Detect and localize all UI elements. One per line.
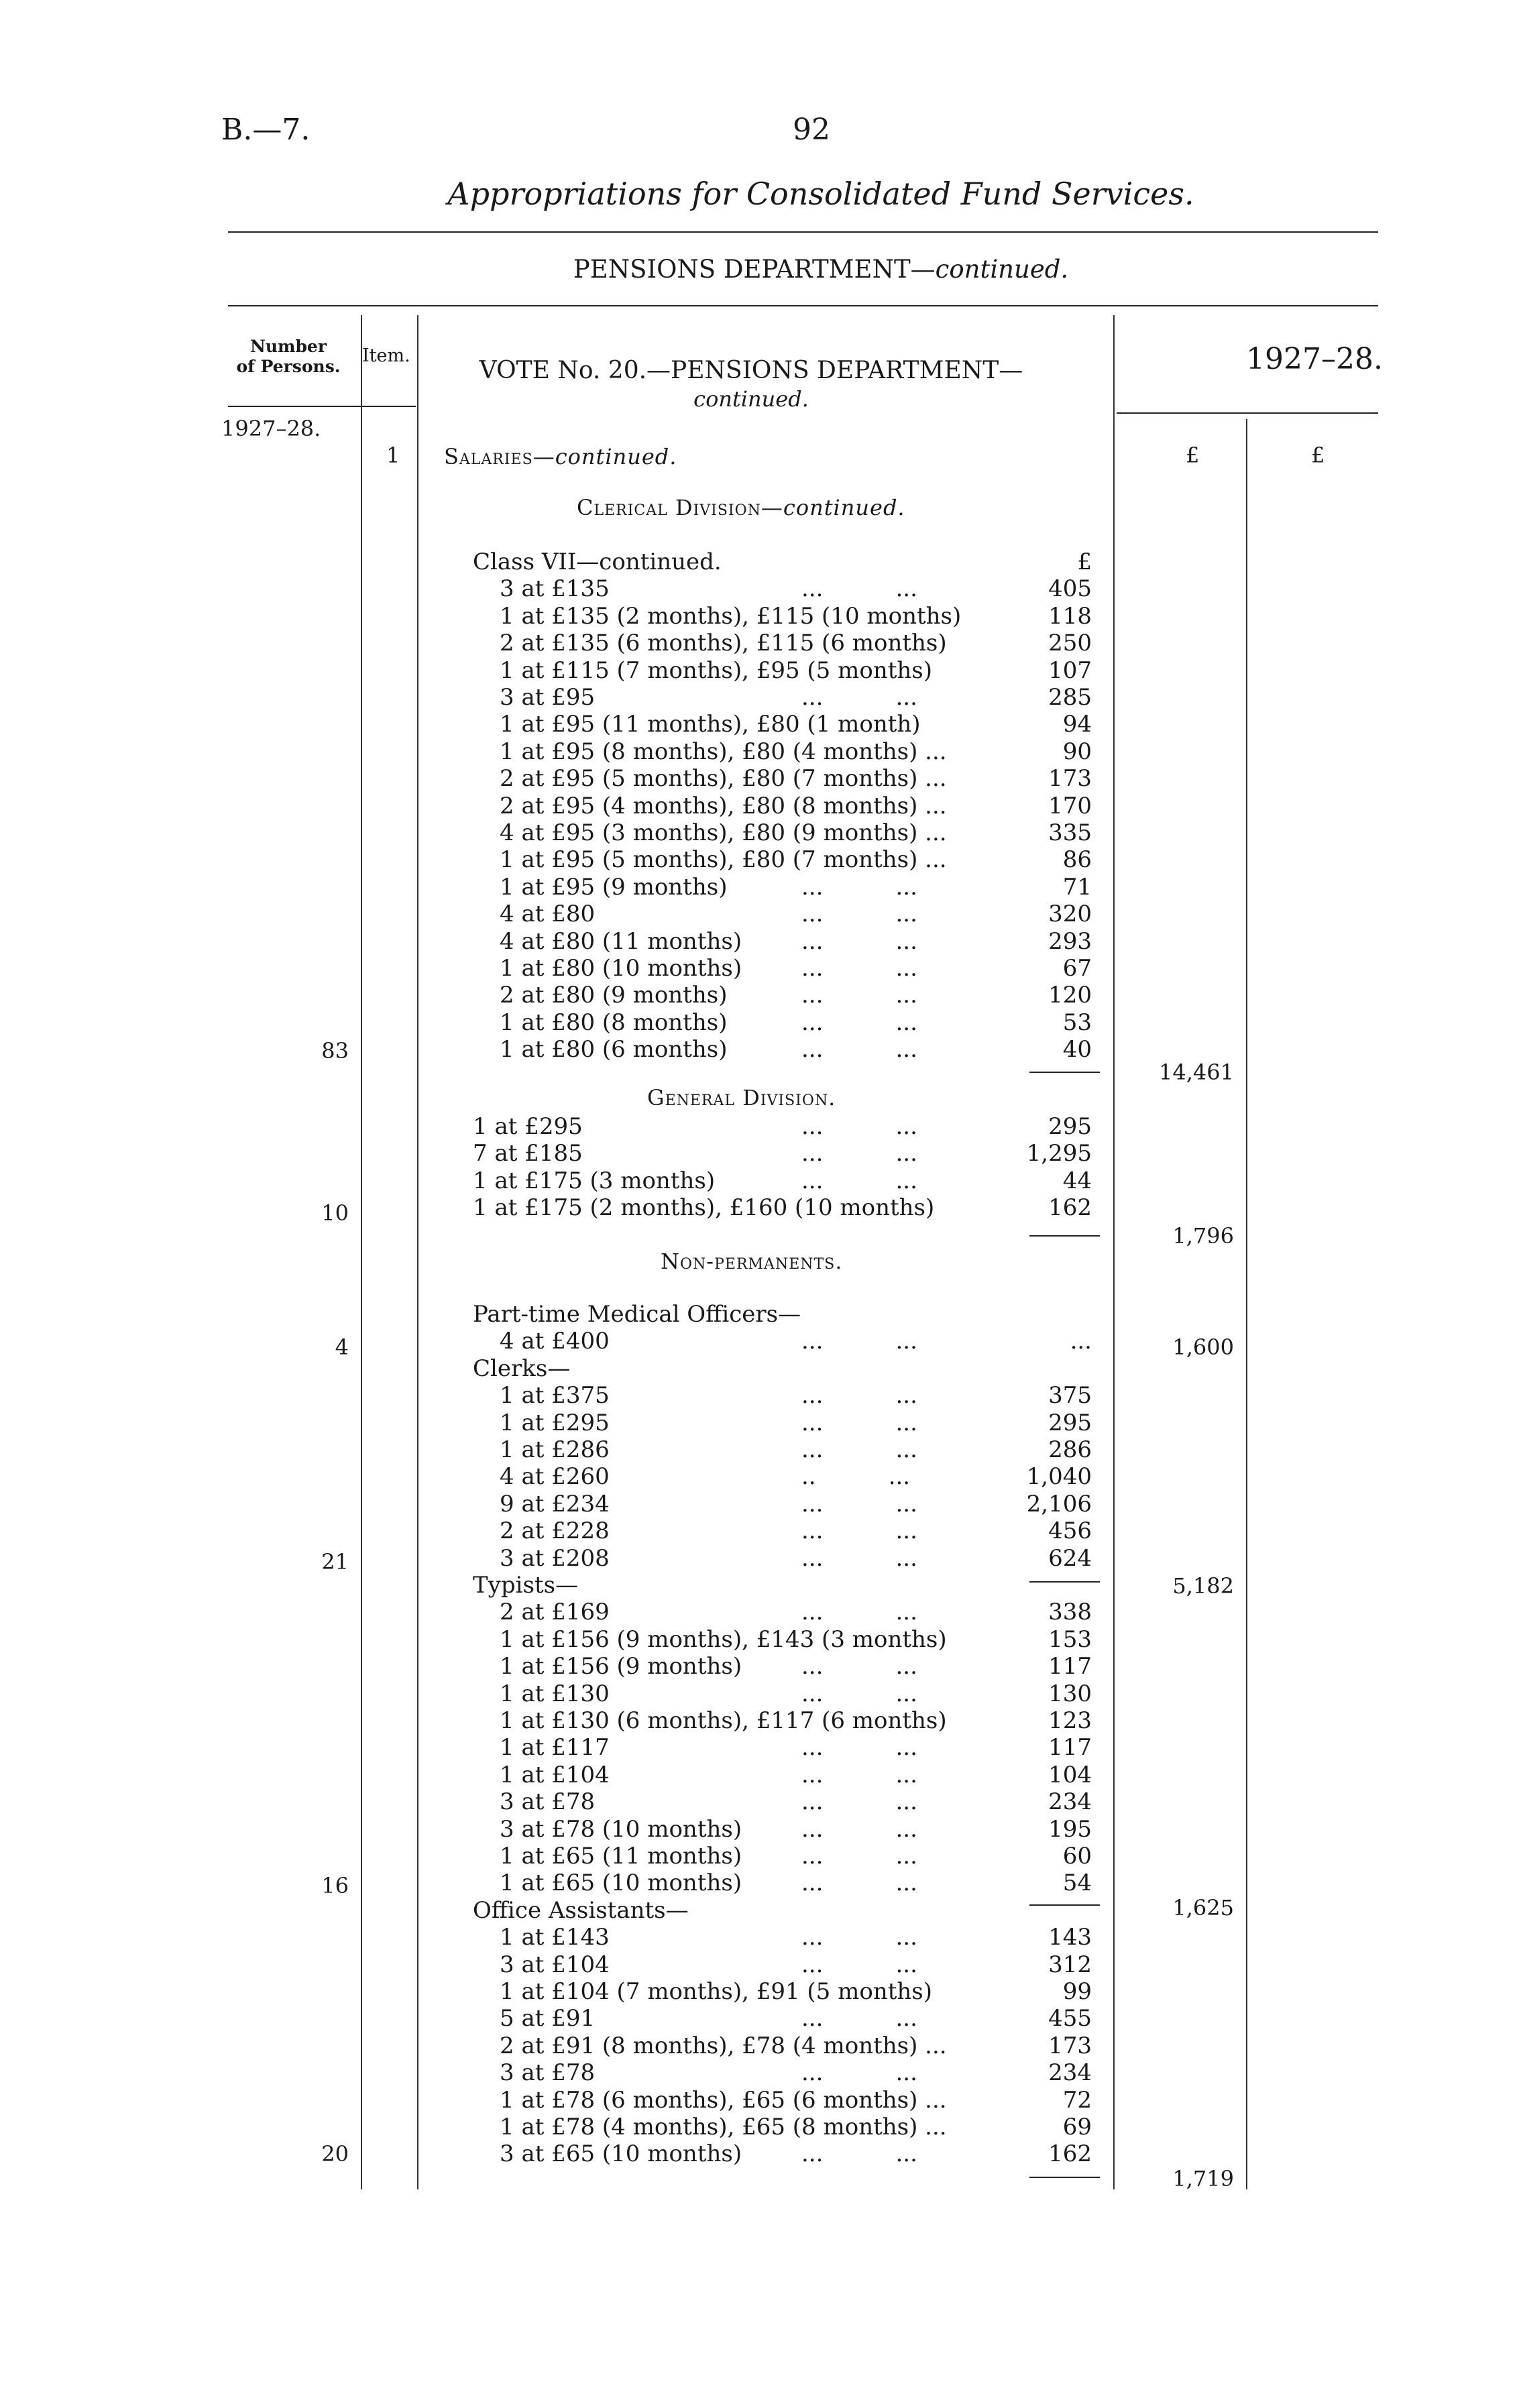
row-label: 1 at £95 (5 months), £80 (7 months) ...: [500, 846, 947, 874]
row-leader-dots: ... ...: [801, 1951, 917, 1978]
table-row: [0, 575, 1521, 602]
row-label: 3 at £208: [500, 1544, 610, 1572]
row-label: 1 at £95 (11 months), £80 (1 month): [500, 711, 921, 738]
total-medical: 1,600: [1172, 1334, 1234, 1360]
row-leader-dots: ... ...: [801, 1009, 917, 1036]
table-row: [0, 711, 1521, 738]
row-leader-dots: ... ...: [801, 982, 917, 1009]
row-amount: 153: [1048, 1625, 1092, 1653]
count-office-assistants: 20: [321, 2141, 349, 2167]
table-row: [0, 765, 1521, 792]
row-label: 1 at £78 (6 months), £65 (6 months) ...: [500, 2086, 947, 2114]
salaries-heading: [444, 444, 677, 469]
row-amount: 162: [1048, 2140, 1092, 2168]
row-label: 3 at £104: [500, 1951, 610, 1978]
row-amount: 130: [1048, 1680, 1092, 1707]
row-label: Clerks—: [473, 1355, 571, 1382]
row-label: Class VII—continued.: [473, 549, 722, 575]
row-leader-dots: ... ...: [801, 1788, 917, 1816]
row-label: 1 at £95 (9 months): [500, 873, 728, 901]
row-amount: 295: [1048, 1409, 1092, 1436]
row-amount: 94: [1062, 711, 1092, 738]
row-label: Office Assistants—: [473, 1896, 689, 1924]
table-row: [0, 819, 1521, 846]
row-amount: 456: [1048, 1517, 1092, 1545]
row-amount: 2,106: [1026, 1490, 1092, 1517]
row-amount: 123: [1048, 1707, 1092, 1734]
persons-year: 1927–28.: [221, 416, 321, 441]
row-amount: 1,295: [1026, 1140, 1092, 1167]
row-label: 1 at £143: [500, 1924, 610, 1951]
table-row: [0, 1653, 1521, 1680]
row-leader-dots: ... ...: [801, 1870, 917, 1897]
row-label: 1 at £104 (7 months), £91 (5 months): [500, 1978, 933, 2005]
total-general: 1,796: [1172, 1223, 1234, 1249]
row-leader-dots: ... ...: [801, 1924, 917, 1951]
table-row: [0, 1870, 1521, 1896]
table-row: [0, 901, 1521, 927]
row-amount: 173: [1048, 2032, 1092, 2059]
row-amount: 173: [1048, 765, 1092, 793]
row-amount: 60: [1062, 1843, 1092, 1870]
table-row: [0, 657, 1521, 684]
row-leader-dots: ... ...: [801, 901, 917, 928]
item-header-rule: [362, 406, 416, 407]
table-row: [0, 2005, 1521, 2032]
table-row: [0, 1924, 1521, 1951]
row-label: 1 at £135 (2 months), £115 (10 months): [500, 602, 962, 630]
row-label: 4 at £95 (3 months), £80 (9 months) ...: [500, 819, 947, 846]
total-clerks: 5,182: [1172, 1573, 1234, 1599]
row-amount: 234: [1048, 2059, 1092, 2087]
row-label: 4 at £260: [500, 1463, 610, 1491]
table-row: [0, 1680, 1521, 1707]
general-division-heading: General Division.: [647, 1085, 836, 1110]
row-leader-dots: ... ...: [801, 1113, 917, 1140]
column-header-persons: [221, 337, 355, 377]
table-row: [0, 1328, 1521, 1355]
table-row: [0, 1167, 1521, 1194]
row-leader-dots: ... ...: [801, 684, 917, 711]
row-amount: 285: [1048, 684, 1092, 711]
row-amount: 293: [1048, 927, 1092, 955]
row-amount: 170: [1048, 792, 1092, 819]
page-title: Appropriations for Consolidated Fund Services.: [447, 176, 1194, 212]
row-amount: 143: [1048, 1924, 1092, 1951]
department-continued: continued.: [935, 255, 1069, 284]
row-amount: 117: [1048, 1734, 1092, 1762]
row-amount: 54: [1062, 1870, 1092, 1897]
row-leader-dots: ... ...: [801, 1680, 917, 1707]
table-row: [0, 982, 1521, 1009]
table-row: [0, 1517, 1521, 1544]
row-amount: 72: [1062, 2086, 1092, 2114]
table-row: [0, 1978, 1521, 2005]
row-label: 9 at £234: [500, 1490, 610, 1517]
subtotal-rule-office: [1029, 2177, 1100, 2178]
row-leader-dots: ... ...: [801, 1328, 917, 1355]
table-row: [0, 1410, 1521, 1436]
row-amount: 250: [1048, 630, 1092, 657]
row-leader-dots: ... ...: [801, 1490, 917, 1517]
table-row: [0, 1816, 1521, 1843]
row-label: 3 at £78: [500, 2059, 596, 2087]
clerical-label: Clerical Division—: [577, 495, 783, 520]
row-amount: 67: [1062, 955, 1092, 982]
row-amount: 335: [1048, 819, 1092, 846]
row-label: 1 at £175 (2 months), £160 (10 months): [473, 1194, 935, 1222]
row-amount: 234: [1048, 1788, 1092, 1816]
pound-symbol-total: £: [1311, 443, 1325, 468]
persons-label-line2: of Persons.: [236, 357, 341, 376]
table-row: [0, 1599, 1521, 1625]
row-amount: 117: [1048, 1653, 1092, 1680]
row-amount: £: [1077, 549, 1092, 575]
pound-symbol-year: £: [1186, 443, 1200, 468]
row-label: 2 at £95 (5 months), £80 (7 months) ...: [500, 765, 947, 793]
total-clerical: 14,461: [1159, 1059, 1234, 1085]
table-row: [0, 1140, 1521, 1167]
table-row: [0, 1009, 1521, 1036]
table-row: [0, 1734, 1521, 1761]
row-amount: 455: [1048, 2005, 1092, 2032]
row-label: 2 at £135 (6 months), £115 (6 months): [500, 630, 947, 657]
row-amount: 1,040: [1026, 1463, 1092, 1491]
department-heading: [0, 255, 1521, 284]
row-leader-dots: ... ...: [801, 2005, 917, 2032]
row-label: 1 at £80 (8 months): [500, 1009, 728, 1036]
row-amount: 118: [1048, 602, 1092, 630]
row-amount: 71: [1062, 873, 1092, 901]
row-leader-dots: ... ...: [801, 1036, 917, 1064]
row-label: 3 at £78: [500, 1788, 596, 1816]
row-label: 4 at £80: [500, 901, 596, 928]
row-label: 4 at £80 (11 months): [500, 927, 742, 955]
row-amount: 107: [1048, 656, 1092, 684]
clerical-continued: continued.: [783, 495, 905, 520]
row-amount: 40: [1062, 1036, 1092, 1064]
total-office-assistants: 1,719: [1172, 2166, 1234, 2191]
row-leader-dots: ... ...: [801, 1653, 917, 1680]
row-amount: ...: [1070, 1328, 1092, 1355]
table-row: [0, 1036, 1521, 1063]
count-clerical: 83: [321, 1038, 349, 1064]
title-rule: [228, 231, 1378, 233]
table-row: [0, 2059, 1521, 2086]
row-leader-dots: ... ...: [801, 1734, 917, 1762]
row-label: 1 at £95 (8 months), £80 (4 months) ...: [500, 738, 947, 765]
table-row: [0, 684, 1521, 711]
row-leader-dots: ... ...: [801, 1544, 917, 1572]
subtotal-rule-general: [1029, 1235, 1100, 1237]
row-label: 5 at £91: [500, 2005, 596, 2032]
row-label: 3 at £135: [500, 575, 610, 603]
subtotal-rule-clerks: [1029, 1581, 1100, 1583]
table-row: [0, 1626, 1521, 1653]
row-amount: 99: [1062, 1978, 1092, 2005]
row-label: 3 at £65 (10 months): [500, 2140, 742, 2168]
row-label: 2 at £228: [500, 1517, 610, 1545]
row-amount: 320: [1048, 901, 1092, 928]
row-leader-dots: ... ...: [801, 1599, 917, 1626]
table-row: [0, 1572, 1521, 1599]
row-label: 1 at £156 (9 months): [500, 1653, 742, 1680]
row-amount: 624: [1048, 1544, 1092, 1572]
vote-title: [429, 357, 1073, 413]
table-row: [0, 1788, 1521, 1815]
table-row: [0, 955, 1521, 982]
table-row: [0, 1843, 1521, 1870]
table-row: [0, 630, 1521, 656]
table-row: [0, 1707, 1521, 1734]
row-label: 1 at £295: [500, 1409, 610, 1436]
row-label: 3 at £95: [500, 684, 596, 711]
row-label: 1 at £156 (9 months), £143 (3 months): [500, 1625, 947, 1653]
row-label: 1 at £295: [473, 1113, 583, 1140]
row-leader-dots: ... ...: [801, 1436, 917, 1463]
clerical-division-heading: [577, 495, 905, 520]
row-amount: 120: [1048, 982, 1092, 1009]
row-leader-dots: ... ...: [801, 1815, 917, 1843]
row-amount: 162: [1048, 1194, 1092, 1222]
year-header-rule: [1117, 412, 1378, 414]
table-row: [0, 1951, 1521, 1978]
row-leader-dots: ... ...: [801, 1382, 917, 1410]
row-amount: 53: [1062, 1009, 1092, 1036]
vote-title-continued: continued.: [693, 386, 809, 412]
department-rule: [228, 305, 1378, 306]
vote-title-main: VOTE No. 20.—PENSIONS DEPARTMENT—: [479, 357, 1023, 384]
table-row: [0, 1545, 1521, 1572]
row-amount: 90: [1062, 738, 1092, 765]
table-row: [0, 793, 1521, 819]
row-amount: 86: [1062, 846, 1092, 874]
subtotal-rule-clerical: [1029, 1072, 1100, 1073]
row-label: 1 at £115 (7 months), £95 (5 months): [500, 656, 933, 684]
table-row: [0, 874, 1521, 901]
table-row: [0, 738, 1521, 765]
row-label: 3 at £78 (10 months): [500, 1815, 742, 1843]
row-leader-dots: ... ...: [801, 927, 917, 955]
row-amount: 338: [1048, 1599, 1092, 1626]
table-row: [0, 1897, 1521, 1924]
nonpermanents-heading: Non-permanents.: [661, 1249, 843, 1274]
item-number: 1: [386, 443, 400, 468]
row-label: Part-time Medical Officers—: [473, 1301, 801, 1328]
table-row: [0, 1762, 1521, 1788]
row-amount: 295: [1048, 1113, 1092, 1140]
row-amount: 405: [1048, 575, 1092, 603]
row-label: 1 at £104: [500, 1761, 610, 1788]
row-leader-dots: ... ...: [801, 2140, 917, 2168]
row-amount: 44: [1062, 1167, 1092, 1194]
row-leader-dots: ... ...: [801, 1409, 917, 1436]
column-header-item: Item.: [362, 345, 410, 366]
row-label: 2 at £95 (4 months), £80 (8 months) ...: [500, 792, 947, 819]
row-label: Typists—: [473, 1572, 579, 1599]
row-amount: 69: [1062, 2114, 1092, 2140]
table-row: [0, 2114, 1521, 2140]
row-label: 2 at £91 (8 months), £78 (4 months) ...: [500, 2032, 947, 2059]
table-row: [0, 1113, 1521, 1140]
row-amount: 195: [1048, 1815, 1092, 1843]
row-label: 2 at £169: [500, 1599, 610, 1626]
table-row: [0, 1436, 1521, 1463]
count-general: 10: [321, 1200, 349, 1226]
row-label: 7 at £185: [473, 1140, 583, 1167]
table-row: [0, 2087, 1521, 2114]
row-leader-dots: ... ...: [801, 873, 917, 901]
salaries-label: Salaries—: [444, 444, 555, 469]
total-typists: 1,625: [1172, 1895, 1234, 1920]
table-row: [0, 928, 1521, 955]
row-amount: 375: [1048, 1382, 1092, 1410]
row-leader-dots: ... ...: [801, 1517, 917, 1545]
page-number: 92: [793, 113, 830, 147]
row-label: 1 at £65 (11 months): [500, 1843, 742, 1870]
row-leader-dots: ... ...: [801, 955, 917, 982]
row-label: 1 at £78 (4 months), £65 (8 months) ...: [500, 2114, 947, 2140]
table-row: [0, 603, 1521, 630]
row-label: 1 at £117: [500, 1734, 610, 1762]
persons-label-line1: Number: [249, 337, 327, 356]
row-leader-dots: ... ...: [801, 1761, 917, 1788]
row-label: 1 at £65 (10 months): [500, 1870, 742, 1897]
row-label: 4 at £400: [500, 1328, 610, 1355]
row-label: 1 at £175 (3 months): [473, 1167, 716, 1194]
subtotal-rule-typists: [1029, 1904, 1100, 1906]
department-name: PENSIONS DEPARTMENT—: [573, 255, 936, 284]
count-medical: 4: [335, 1334, 349, 1360]
row-label: 1 at £80 (10 months): [500, 955, 742, 982]
row-leader-dots: ... ...: [801, 1140, 917, 1167]
row-label: 2 at £80 (9 months): [500, 982, 728, 1009]
table-row: [0, 549, 1521, 575]
row-leader-dots: ... ...: [801, 575, 917, 603]
table-row: [0, 1463, 1521, 1490]
row-amount: 104: [1048, 1761, 1092, 1788]
row-leader-dots: ... ...: [801, 1167, 917, 1194]
document-code: B.—7.: [221, 113, 311, 147]
table-row: [0, 1301, 1521, 1328]
salaries-continued: continued.: [555, 444, 677, 469]
row-label: 1 at £130: [500, 1680, 610, 1707]
table-row: [0, 2032, 1521, 2059]
table-row: [0, 1491, 1521, 1517]
row-label: 1 at £375: [500, 1382, 610, 1410]
column-header-year: 1927–28.: [1246, 342, 1383, 376]
row-leader-dots: ... ...: [801, 2059, 917, 2087]
table-row: [0, 1382, 1521, 1409]
row-leader-dots: .. ...: [801, 1463, 911, 1491]
row-amount: 312: [1048, 1951, 1092, 1978]
persons-header-rule: [228, 406, 362, 407]
table-row: [0, 1194, 1521, 1221]
table-row: [0, 2140, 1521, 2167]
table-row: [0, 1355, 1521, 1382]
count-clerks: 21: [321, 1549, 349, 1574]
count-typists: 16: [321, 1873, 349, 1898]
row-label: 1 at £80 (6 months): [500, 1036, 728, 1064]
row-label: 1 at £130 (6 months), £117 (6 months): [500, 1707, 947, 1734]
row-leader-dots: ... ...: [801, 1843, 917, 1870]
row-label: 1 at £286: [500, 1436, 610, 1463]
row-amount: 286: [1048, 1436, 1092, 1463]
table-row: [0, 846, 1521, 873]
